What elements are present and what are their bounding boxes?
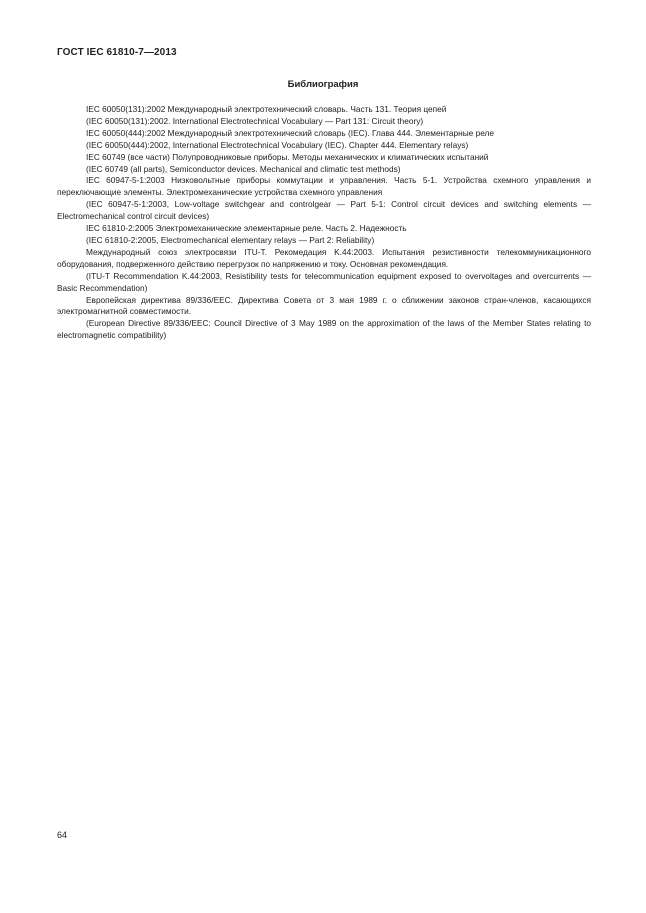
page-number: 64 (57, 830, 68, 840)
bibliography-entry: (IEC 60947-5-1:2003, Low-voltage switchgear and controlgear — Part 5-1: Control circuit devices and switching elements — Electromechanical control circuit devices) (57, 199, 591, 222)
bibliography-entry: (IEC 60050(131):2002. International Electrotechnical Vocabulary — Part 131: Circuit theory) (86, 115, 424, 126)
bibliography-entry: IEC 60050(131):2002 Международный электротехнический словарь. Часть 131. Теория цепей (86, 104, 447, 114)
bibliography-entry: (ITU-T Recommendation K.44:2003, Resistibility tests for telecommunication equipment exposed to overvoltages and overcurrents — Basic Recommendation) (57, 270, 591, 293)
bibliography-list (57, 104, 591, 342)
bibliography-entry: (IEC 60749 (all parts), Semiconductor devices. Mechanical and climatic test methods) (86, 163, 401, 174)
bibliography-entry: IEC 60749 (все части) Полупроводниковые приборы. Методы механических и климатических испытаний (86, 151, 489, 162)
bibliography-entry: (IEC 61810-2:2005, Electromechanical elementary relays — Part 2: Reliability) (86, 234, 375, 245)
bibliography-entry: IEC 60947-5-1:2003 Низковольтные приборы коммутации и управления. Часть 5-1. Устройства схемного управления и переключающие элементы. Электромеханические устройства схемного управления (57, 175, 591, 198)
bibliography-entry: Международный союз электросвязи ITU-T. Рекомедация K.44:2003. Испытания резистивности телекоммуникационного оборудования, подверженного действию перегрузок по напряжению и току. Основная рекомендация. (57, 246, 591, 269)
document-id-header: ГОСТ IEC 61810-7—2013 (57, 47, 177, 58)
bibliography-entry: IEC 61810-2:2005 Электромеханические элементарные реле. Часть 2. Надежность (86, 223, 407, 234)
bibliography-entry: IEC 60050(444):2002 Международный электротехнический словарь (IEC). Глава 444. Элементарные реле (86, 127, 495, 138)
bibliography-entry: (European Directive 89/336/EEC: Council Directive of 3 May 1989 on the approximation of the laws of the Member States relating to electromagnetic compatibility) (57, 318, 591, 341)
bibliography-entry: Европейская директива 89/336/EEC. Директива Совета от 3 мая 1989 г. о сближении законов стран-членов, касающихся электромагнитной совместимости. (57, 294, 591, 317)
bibliography-entry: (IEC 60050(444):2002, International Electrotechnical Vocabulary (IEC). Chapter 444. Elementary relays) (86, 139, 469, 150)
section-title: Библиография (287, 79, 359, 90)
